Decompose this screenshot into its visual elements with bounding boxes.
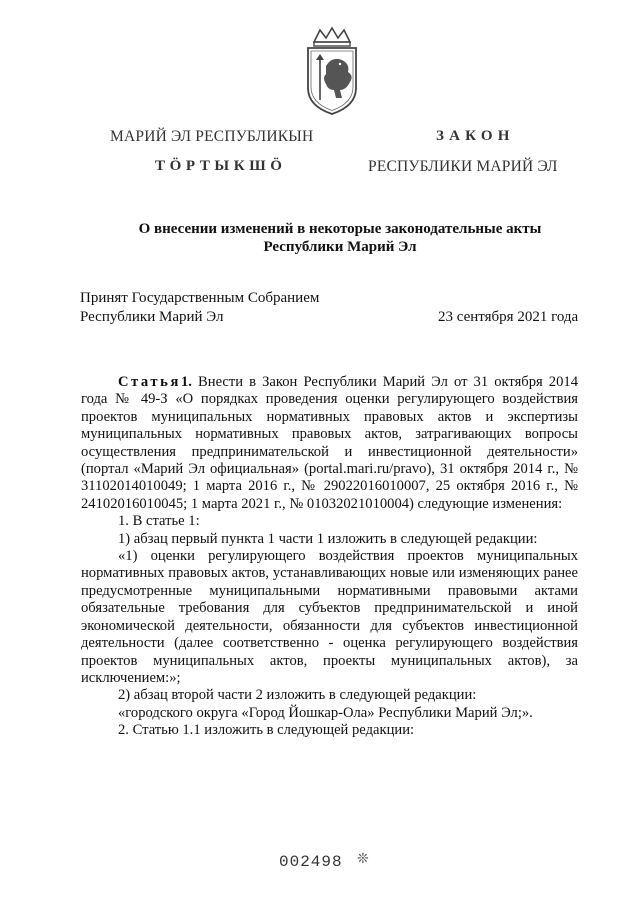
paragraph: «1) оценки регулирующего воздействия проектов муниципальных нормативных правовых актов, устанавливающих новые или изменяющих ранее предусмотренные муниципальными нормативными правовыми актами обязательные требования для субъектов предпринимательской и иной экономической деятельности, обязанности для субъектов инвестиционной деятельности (далее соответственно - оценка регулирующего воздействия проектов муниципальных актов, проекты муниципальных актов), за исключением:»; [81,548,578,686]
adoption-line2: Республики Марий Эл [80,309,224,325]
coat-of-arms-emblem [300,26,364,116]
ornament-icon: ❊ [357,852,369,867]
header-law-russian: ЗАКОН [436,128,515,144]
article-number: 1. [181,374,192,390]
paragraph: 2) абзац второй части 2 изложить в следующей редакции: [118,687,477,704]
law-title [80,220,600,256]
article-lead-text: Внести в Закон Республики Марий Эл от 31 октября 2014 года № 49-З «О порядках проведения оценки регулирующего воздействия проектов муниципальных нормативных правовых актов и экспертизы муниципальных нормативных правовых актов, затрагивающих вопросы осуществления предпринимательской и инвестиционной деятельности» (портал «Марий Эл официальная» (portal.mari.ru/pravo), 31 октября 2014 г., № 31102014010049; 1 марта 2016 г., № 29022016010007, 25 октября 2016 г., № 24102016010045; 1 марта 2021 г., № 01032021010004) следующие изменения: [81,374,578,512]
paragraph: 2. Статью 1.1 изложить в следующей редакции: [118,722,415,739]
paragraph: «городского округа «Город Йошкар-Ола» Республики Марий Эл;». [118,704,533,721]
law-body [81,374,578,740]
paragraph: 1) абзац первый пункта 1 части 1 изложить в следующей редакции: [118,530,538,547]
article-label: Статья [118,374,181,390]
article-1-lead [81,374,578,513]
form-serial-number: 002498 [279,853,343,871]
law-title-line1: О внесении изменений в некоторые законодательные акты [138,221,542,237]
header-republic-mari: МАРИЙ ЭЛ РЕСПУБЛИКЫН [110,128,314,145]
adoption-statement [80,289,319,327]
law-title-line2: Республики Марий Эл [263,239,417,255]
header-republic-russian: РЕСПУБЛИКИ МАРИЙ ЭЛ [368,158,558,175]
adoption-date: 23 сентября 2021 года [438,309,579,325]
paragraph: 1. В статье 1: [118,513,200,530]
adoption-line1: Принят Государственным Собранием [80,290,320,306]
header-law-mari: ТӦРТЫКШӦ [155,158,287,174]
